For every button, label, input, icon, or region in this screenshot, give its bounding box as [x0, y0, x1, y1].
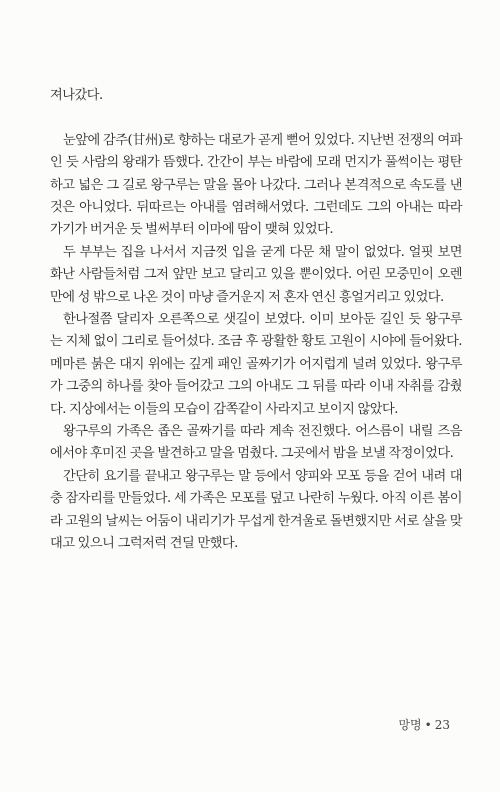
opening-line: 져나갔다. [50, 88, 103, 103]
page-number: 23 [434, 718, 450, 732]
running-title: 망명 [398, 718, 422, 732]
paragraph-2: 두 부부는 집을 나서서 지금껏 입을 굳게 다문 채 말이 없었다. 얼핏 보면 화난 사람들처럼 그저 앞만 보고 달리고 있을 뿐이었다. 어린 모중민이 오렌만에 성 밖으로 나온 것이 마냥 즐거운지 저 혼자 연신 흥얼거리고 있었다. [50, 244, 462, 305]
footer-separator: • [424, 718, 432, 732]
paragraph-3: 한나절쯤 달리자 오른쪽으로 샛길이 보였다. 이미 보아둔 길인 듯 왕구루는 지체 없이 그리로 들어섰다. 조금 후 광활한 황토 고원이 시야에 들어왔다. 메마른 붉은 대지 위에는 깊게 패인 골짜기가 어지럽게 널려 있었다. 왕구루가 그중의 하나를 찾아 들어갔고 그의 아내도 그 뒤를 따라 이내 자취를 감췄다. 지상에서는 이들의 모습이 감쪽같이 사라지고 보이지 않았다. [50, 312, 462, 417]
body-text [50, 85, 462, 556]
paragraph-4: 왕구루의 가족은 좁은 골짜기를 따라 계속 전진했다. 어스름이 내릴 즈음에서야 후미진 곳을 발견하고 말을 멈췄다. 그곳에서 밤을 보낼 작정이었다. [50, 424, 462, 462]
paragraph-5: 간단히 요기를 끝내고 왕구루는 말 등에서 양피와 모포 등을 걷어 내려 대충 잠자리를 만들었다. 세 가족은 모포를 덮고 나란히 누웠다. 아직 이른 봄이라 고원의 날씨는 어둠이 내리기가 무섭게 한겨울로 돌변했지만 서로 살을 맞대고 있으니 그럭저럭 견딜 만했다. [50, 468, 462, 552]
page-footer [398, 716, 450, 733]
paragraph-1: 눈앞에 감주(甘州)로 향하는 대로가 곧게 뻗어 있었다. 지난번 전쟁의 여파인 듯 사람의 왕래가 뜸했다. 간간이 부는 바람에 모래 먼지가 풀썩이는 평탄하고 넓은 그 길로 왕구루는 말을 몰아 나갔다. 그러나 본격적으로 속도를 낸 것은 아니었다. 뒤따르는 아내를 염려해서였다. 그런데도 그의 아내는 따라가기가 버거운 듯 벌써부터 이마에 땀이 맺혀 있었다. [50, 132, 462, 238]
